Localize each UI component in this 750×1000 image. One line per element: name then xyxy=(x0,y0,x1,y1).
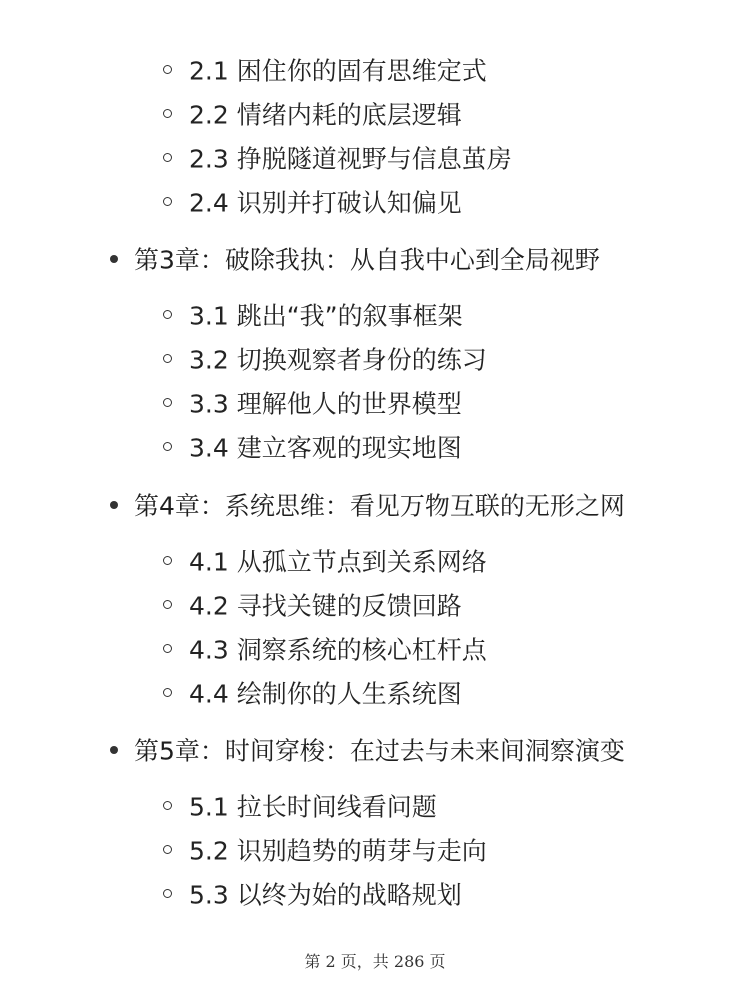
hollow-circle-bullet-icon xyxy=(163,889,172,898)
toc-section-label: 4.3 洞察系统的核心杠杆点 xyxy=(189,635,487,665)
hollow-circle-bullet-icon xyxy=(163,310,172,319)
filled-circle-bullet-icon xyxy=(110,501,118,509)
toc-section-label: 3.1 跳出“我”的叙事框架 xyxy=(189,301,463,331)
hollow-circle-bullet-icon xyxy=(163,688,172,697)
hollow-circle-bullet-icon xyxy=(163,600,172,609)
hollow-circle-bullet-icon xyxy=(163,644,172,653)
toc-section-label: 4.2 寻找关键的反馈回路 xyxy=(189,591,462,621)
toc-section-label: 3.3 理解他人的世界模型 xyxy=(189,389,462,419)
toc-section-label: 3.4 建立客观的现实地图 xyxy=(189,433,462,463)
toc-section-label: 4.4 绘制你的人生系统图 xyxy=(189,679,462,709)
toc-section-label: 2.3 挣脱隧道视野与信息茧房 xyxy=(189,144,512,174)
page-indicator: 第 2 页，共 286 页 xyxy=(304,952,446,971)
toc-section-label: 2.4 识别并打破认知偏见 xyxy=(189,188,462,218)
toc-chapter-label: 第4章：系统思维：看见万物互联的无形之网 xyxy=(134,491,625,521)
toc-chapter-label: 第5章：时间穿梭：在过去与未来间洞察演变 xyxy=(134,736,625,766)
toc-section-label: 4.1 从孤立节点到关系网络 xyxy=(189,547,487,577)
toc-section-label: 5.3 以终为始的战略规划 xyxy=(189,880,462,910)
hollow-circle-bullet-icon xyxy=(163,65,172,74)
toc-section-label: 5.1 拉长时间线看问题 xyxy=(189,792,437,822)
hollow-circle-bullet-icon xyxy=(163,109,172,118)
hollow-circle-bullet-icon xyxy=(163,398,172,407)
toc-section-label: 2.2 情绪内耗的底层逻辑 xyxy=(189,100,462,130)
hollow-circle-bullet-icon xyxy=(163,354,172,363)
toc-section-label: 5.2 识别趋势的萌芽与走向 xyxy=(189,836,487,866)
hollow-circle-bullet-icon xyxy=(163,556,172,565)
hollow-circle-bullet-icon xyxy=(163,442,172,451)
hollow-circle-bullet-icon xyxy=(163,197,172,206)
hollow-circle-bullet-icon xyxy=(163,845,172,854)
toc-section-label: 2.1 困住你的固有思维定式 xyxy=(189,56,487,86)
hollow-circle-bullet-icon xyxy=(163,153,172,162)
filled-circle-bullet-icon xyxy=(110,255,118,263)
toc-chapter-label: 第3章：破除我执：从自我中心到全局视野 xyxy=(134,245,600,275)
hollow-circle-bullet-icon xyxy=(163,801,172,810)
filled-circle-bullet-icon xyxy=(110,746,118,754)
toc-section-label: 3.2 切换观察者身份的练习 xyxy=(189,345,487,375)
